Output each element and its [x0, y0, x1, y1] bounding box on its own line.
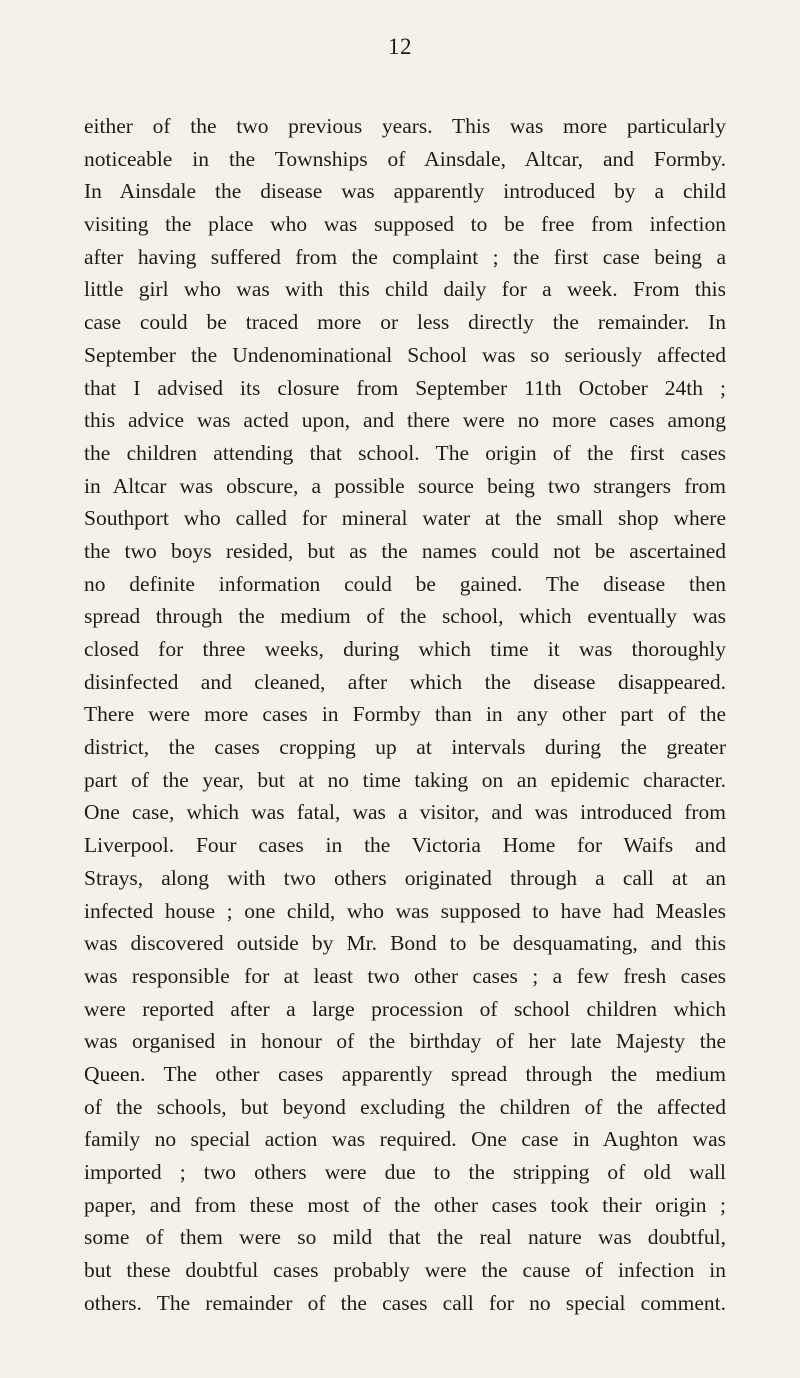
- text-line: case could be traced more or less directly the remainder. In: [84, 310, 726, 335]
- body-paragraph: [84, 110, 726, 1319]
- text-line: the children attending that school. The origin of the first cases: [84, 440, 726, 465]
- text-line: little girl who was with this child daily for a week. From this: [84, 277, 726, 302]
- text-line: was discovered outside by Mr. Bond to be desquamating, and this: [84, 931, 726, 956]
- text-line: of the schools, but beyond excluding the children of the affected: [84, 1094, 726, 1119]
- text-line: that I advised its closure from September 11th October 24th ;: [84, 375, 726, 400]
- text-line: noticeable in the Townships of Ainsdale, Altcar, and Formby.: [84, 146, 726, 171]
- text-line: spread through the medium of the school, which eventually was: [84, 604, 726, 629]
- text-line: district, the cases cropping up at intervals during the greater: [84, 735, 726, 760]
- page-number: 12: [388, 34, 412, 59]
- text-line: this advice was acted upon, and there were no more cases among: [84, 408, 726, 433]
- text-line: One case, which was fatal, was a visitor, and was introduced from: [84, 800, 726, 825]
- text-line: some of them were so mild that the real nature was doubtful,: [84, 1225, 726, 1250]
- text-line: the two boys resided, but as the names could not be ascertained: [84, 538, 726, 563]
- text-line: others. The remainder of the cases call for no special comment.: [84, 1290, 726, 1315]
- text-line: but these doubtful cases probably were the cause of infection in: [84, 1258, 726, 1283]
- text-line: was organised in honour of the birthday of her late Majesty the: [84, 1029, 726, 1054]
- text-line: family no special action was required. One case in Aughton was: [84, 1127, 726, 1152]
- text-line: in Altcar was obscure, a possible source being two strangers from: [84, 473, 726, 498]
- text-line: were reported after a large procession of school children which: [84, 996, 726, 1021]
- text-line: no definite information could be gained. The disease then: [84, 571, 726, 596]
- text-line: Liverpool. Four cases in the Victoria Home for Waifs and: [84, 833, 726, 858]
- text-line: paper, and from these most of the other cases took their origin ;: [84, 1192, 726, 1217]
- text-line: September the Undenominational School was so seriously affected: [84, 342, 726, 367]
- text-line: Strays, along with two others originated through a call at an: [84, 865, 726, 890]
- text-line: was responsible for at least two other cases ; a few fresh cases: [84, 963, 726, 988]
- text-line: In Ainsdale the disease was apparently introduced by a child: [84, 179, 726, 204]
- text-line: Queen. The other cases apparently spread through the medium: [84, 1061, 726, 1086]
- text-line: closed for three weeks, during which time it was thoroughly: [84, 637, 726, 661]
- text-line: infected house ; one child, who was supposed to have had Measles: [84, 898, 726, 923]
- text-line: There were more cases in Formby than in any other part of the: [84, 702, 726, 727]
- text-line: disinfected and cleaned, after which the disease disappeared.: [84, 669, 726, 694]
- text-line: visiting the place who was supposed to be free from infection: [84, 212, 726, 237]
- text-line: Southport who called for mineral water at the small shop where: [84, 506, 726, 531]
- text-line: either of the two previous years. This was more particularly: [84, 114, 726, 138]
- text-line: part of the year, but at no time taking on an epidemic character.: [84, 767, 726, 792]
- text-line: imported ; two others were due to the stripping of old wall: [84, 1160, 726, 1184]
- text-line: after having suffered from the complaint ; the first case being a: [84, 244, 726, 269]
